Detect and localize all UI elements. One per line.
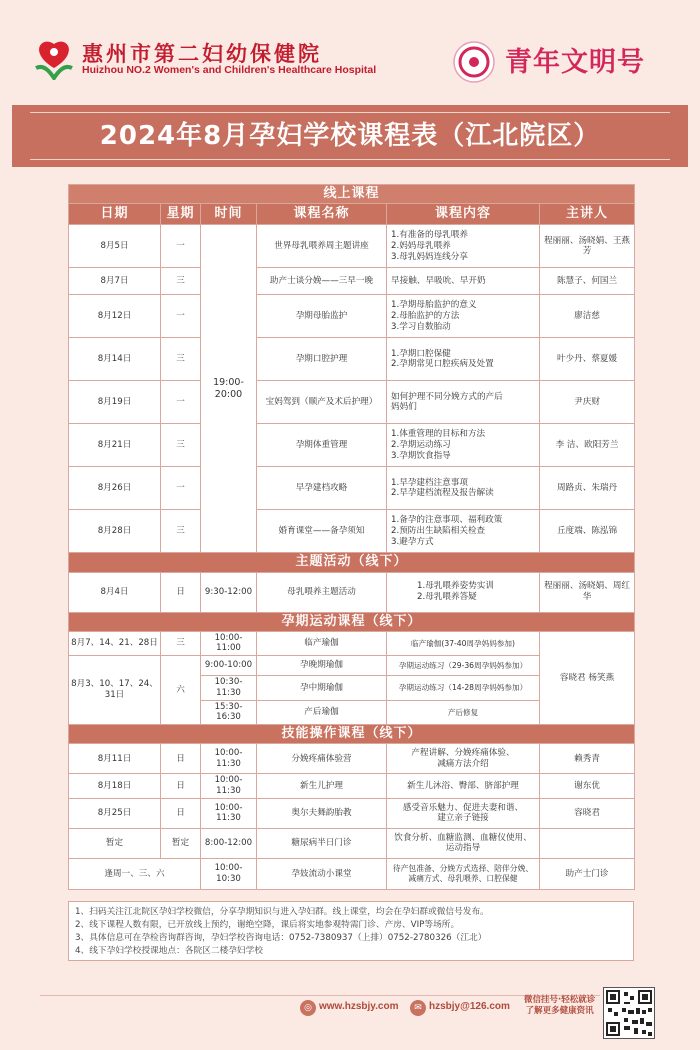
- content-line: 1.有准备的母乳喂养: [391, 230, 468, 241]
- row-date: 8月5日: [69, 225, 161, 268]
- row-course-content: [387, 338, 540, 381]
- table-row: [69, 381, 635, 424]
- row-course-name: 母乳喂养主题活动: [257, 572, 387, 612]
- section-title-theme: 主题活动（线下）: [69, 553, 635, 572]
- row-week: 暂定: [161, 828, 201, 858]
- row-course-content: [387, 381, 540, 424]
- row-date: 8月19日: [69, 381, 161, 424]
- column-header-week: 星期: [161, 204, 201, 225]
- table-row: [69, 572, 635, 612]
- column-header-row: [69, 204, 635, 225]
- section-title-exercise: 孕期运动课程（线下）: [69, 612, 635, 631]
- row-course-name: 世界母乳喂养周主题讲座: [257, 225, 387, 268]
- row-week: 日: [161, 744, 201, 774]
- row-time: 10:30-11:30: [201, 676, 257, 700]
- note-item: 2、线下课程人数有限，已开放线上预约，谢绝空降，课后将实地参观特需门诊、产房、VIP等场所。: [75, 920, 460, 930]
- row-date: 8月26日: [69, 467, 161, 510]
- content-line: 运动指导: [445, 843, 481, 854]
- row-time: 10:00-10:30: [201, 858, 257, 889]
- row-time: 10:00-11:30: [201, 774, 257, 798]
- table-row: [69, 424, 635, 467]
- row-time: 15:30-16:30: [201, 700, 257, 724]
- section-title-online: 线上课程: [69, 185, 635, 204]
- section-skills-row: [69, 725, 635, 744]
- youth-civilization-logo-icon: [452, 40, 496, 84]
- footer: [0, 985, 700, 1050]
- row-week: 三: [161, 268, 201, 295]
- row-course-name: 早孕建档攻略: [257, 467, 387, 510]
- row-course-content: [387, 798, 540, 828]
- row-week: 日: [161, 572, 201, 612]
- hospital-name-en: Huizhou NO.2 Women's and Children's Healthcare Hospital: [82, 64, 377, 76]
- notes-box: [68, 901, 634, 961]
- row-course-name: 临产瑜伽: [257, 631, 387, 655]
- content-line: 2.孕期常见口腔疾病及处置: [391, 359, 494, 370]
- row-speaker: 丘度端、陈泓锦: [540, 510, 635, 553]
- row-course-content: [387, 774, 540, 798]
- row-course-name: 糖尿病半日门诊: [257, 828, 387, 858]
- content-line: 减痛方法介绍: [437, 758, 489, 769]
- mail-icon: ✉: [410, 1000, 426, 1016]
- row-week: 一: [161, 467, 201, 510]
- row-speaker: 程丽丽、汤晓娟、王燕芳: [540, 225, 635, 268]
- table-row: [69, 268, 635, 295]
- table-row: [69, 467, 635, 510]
- row-speaker: 廖洁慈: [540, 295, 635, 338]
- row-course-name: 孕妓流动小课堂: [257, 858, 387, 889]
- online-time: 19:00-20:00: [201, 225, 257, 553]
- section-theme-row: [69, 553, 635, 572]
- content-line: 1.孕期口腔保健: [391, 348, 451, 359]
- content-line: 1.母乳喂养姿势实训: [417, 581, 494, 592]
- row-speaker: 李 洁、欧阳芳兰: [540, 424, 635, 467]
- hospital-logo-icon: [32, 38, 76, 80]
- wechat-slogan: [524, 995, 595, 1017]
- table-row: [69, 744, 635, 774]
- row-course-content: [387, 744, 540, 774]
- column-header-time: 时间: [201, 204, 257, 225]
- row-time: 10:00-11:30: [201, 744, 257, 774]
- content-line: 减痛方式、母乳喂养、口腔保健: [408, 873, 518, 883]
- column-header-course-content: 课程内容: [387, 204, 540, 225]
- content-line: 饮食分析、血糖监测、血糖仪使用、: [394, 832, 532, 843]
- content-line: 2.孕期运动练习: [391, 439, 451, 450]
- row-course-content: 临产瑜伽(37-40周孕妈妈参加): [387, 631, 540, 655]
- row-week: 一: [161, 295, 201, 338]
- row-date: 8月14日: [69, 338, 161, 381]
- row-course-content: [387, 225, 540, 268]
- row-date: 暂定: [69, 828, 161, 858]
- content-line: 建立亲子链接: [437, 813, 489, 824]
- row-week: 三: [161, 510, 201, 553]
- section-online-row: [69, 185, 635, 204]
- row-course-name: 孕中期瑜伽: [257, 676, 387, 700]
- row-course-content: 孕期运动练习（29-36周孕妈妈参加）: [387, 656, 540, 676]
- row-date: 8月7、14、21、28日: [69, 631, 161, 655]
- row-course-content: [387, 424, 540, 467]
- row-course-name: 新生儿护理: [257, 774, 387, 798]
- content-line: 感受音乐魅力、促进夫妻和谐、: [402, 802, 524, 813]
- table-row: [69, 858, 635, 889]
- content-line: 1.体重管理的目标和方法: [391, 429, 486, 440]
- row-date: 8月18日: [69, 774, 161, 798]
- content-line: 待产包准备、分娩方式选择、陪伴分娩、: [392, 864, 534, 874]
- row-week: 三: [161, 338, 201, 381]
- table-row: [69, 338, 635, 381]
- content-line: 2.母胎监护的方法: [391, 310, 460, 321]
- row-date: 8月12日: [69, 295, 161, 338]
- globe-icon: ◎: [300, 1000, 316, 1016]
- row-course-content: 孕期运动练习（14-28周孕妈妈参加）: [387, 676, 540, 700]
- note-item: 4、线下孕妇学校授课地点：各院区二楼孕妇学校: [75, 946, 263, 956]
- row-course-content: [387, 828, 540, 858]
- row-week: 一: [161, 225, 201, 268]
- row-speaker: 周路贞、朱瑞丹: [540, 467, 635, 510]
- column-header-date: 日期: [69, 204, 161, 225]
- row-course-name: 产后瑜伽: [257, 700, 387, 724]
- column-header-speaker: 主讲人: [540, 204, 635, 225]
- table-row: [69, 774, 635, 798]
- content-line: 早接触、早吸吮、早开奶: [391, 275, 486, 286]
- header: [0, 0, 700, 100]
- footer-divider: [40, 995, 600, 996]
- content-line: 妈妈们: [391, 402, 417, 413]
- row-speaker: 程丽丽、汤晓娟、周红华: [540, 572, 635, 612]
- content-line: 3.母乳妈妈连线分享: [391, 251, 468, 262]
- row-date: 8月21日: [69, 424, 161, 467]
- row-time: 9:30-12:00: [201, 572, 257, 612]
- table-row: [69, 295, 635, 338]
- row-speaker: 叶少丹、蔡夏媛: [540, 338, 635, 381]
- row-course-content: [387, 467, 540, 510]
- page-title: 2024年8月孕妇学校课程表（江北院区）: [99, 121, 601, 151]
- table-row: [69, 631, 635, 655]
- schedule-table: [68, 184, 635, 890]
- row-course-content: [387, 295, 540, 338]
- row-date: 逢周一、三、六: [69, 858, 201, 889]
- row-course-content: [387, 268, 540, 295]
- row-date: 8月28日: [69, 510, 161, 553]
- row-course-name: 孕期母胎监护: [257, 295, 387, 338]
- content-line: 2.母乳喂养答疑: [417, 592, 477, 602]
- row-week: 三: [161, 631, 201, 655]
- email-link[interactable]: hzsbjy@126.com: [429, 1001, 510, 1012]
- row-course-name: 助产士谈分娩——三早一晚: [257, 268, 387, 295]
- note-item: 1、扫码关注江北院区孕妇学校微信，分享孕期知识与进入孕妇群。线上课堂，均会在孕妇群或微信号发布。: [75, 907, 489, 917]
- note-item: 3、具体信息可在孕检咨询群咨询，孕妇学校咨询电话：0752-7380937（上排）0752-2780326（江北）: [75, 933, 487, 943]
- column-header-course-name: 课程名称: [257, 204, 387, 225]
- row-speaker: 谢东优: [540, 774, 635, 798]
- content-line: 1.备孕的注意事项、福利政策: [391, 515, 503, 526]
- row-course-name: 孕期口腔护理: [257, 338, 387, 381]
- row-course-name: 宝妈驾到（顺产及术后护理）: [257, 381, 387, 424]
- table-row: [69, 828, 635, 858]
- row-course-name: 分娩疼痛体验营: [257, 744, 387, 774]
- content-line: 3.学习自数胎动: [391, 321, 451, 332]
- content-line: 如何护理不同分娩方式的产后: [391, 391, 503, 402]
- row-speaker: 赖秀青: [540, 744, 635, 774]
- row-week: 一: [161, 381, 201, 424]
- content-line: 1.早孕建档注意事项: [391, 477, 468, 488]
- row-course-name: 奥尔夫舞韵胎教: [257, 798, 387, 828]
- content-line: 产程讲解、分娩疼痛体验、: [411, 748, 515, 759]
- row-speaker: 助产士门诊: [540, 858, 635, 889]
- row-date: 8月25日: [69, 798, 161, 828]
- slogan-line: 微信挂号·轻松就诊: [524, 995, 596, 1005]
- row-week: 三: [161, 424, 201, 467]
- content-line: 2.早孕建档流程及报告解读: [391, 488, 494, 499]
- row-week: 日: [161, 774, 201, 798]
- row-week: 日: [161, 798, 201, 828]
- title-banner: [12, 105, 688, 167]
- slogan-line: 了解更多健康资讯: [525, 1006, 594, 1016]
- youth-civilization-label: 青年文明号: [505, 47, 645, 78]
- row-date: 8月4日: [69, 572, 161, 612]
- row-time: 10:00-11:00: [201, 631, 257, 655]
- table-row: [69, 510, 635, 553]
- row-date: 8月11日: [69, 744, 161, 774]
- row-course-content: [387, 510, 540, 553]
- qr-code-icon[interactable]: [603, 987, 655, 1039]
- content-line: 新生儿沐浴、臀部、脐部护理: [407, 780, 519, 791]
- content-line: 1.孕期母胎监护的意义: [391, 300, 477, 311]
- content-line: 3.孕期饮食指导: [391, 450, 451, 461]
- row-speaker: 容晓君: [540, 798, 635, 828]
- row-course-name: 婚育课堂——备孕须知: [257, 510, 387, 553]
- row-date: 8月7日: [69, 268, 161, 295]
- row-date: 8月3、10、17、24、31日: [69, 656, 161, 725]
- content-line: 2.妈妈母乳喂养: [391, 240, 451, 251]
- row-course-content: [387, 572, 540, 612]
- row-course-content: 产后修复: [387, 700, 540, 724]
- website-link[interactable]: www.hzsbjy.com: [319, 1001, 399, 1012]
- section-exercise-row: [69, 612, 635, 631]
- table-row: [69, 798, 635, 828]
- table-row: [69, 225, 635, 268]
- content-line: 3.避孕方式: [391, 536, 434, 547]
- row-course-name: 孕晚期瑜伽: [257, 656, 387, 676]
- row-course-content: [387, 858, 540, 889]
- row-speaker: [540, 828, 635, 858]
- row-week: 六: [161, 656, 201, 725]
- row-time: 8:00-12:00: [201, 828, 257, 858]
- row-time: 9:00-10:00: [201, 656, 257, 676]
- row-time: 10:00-11:30: [201, 798, 257, 828]
- row-speaker: 尹庆财: [540, 381, 635, 424]
- section-title-skills: 技能操作课程（线下）: [69, 725, 635, 744]
- row-speaker: 陈慧子、何国兰: [540, 268, 635, 295]
- row-course-name: 孕期体重管理: [257, 424, 387, 467]
- content-line: 2.预防出生缺陷相关检查: [391, 525, 486, 536]
- hospital-name-cn: 惠州市第二妇幼保健院: [82, 41, 322, 66]
- exercise-speaker: 容晓君 杨笑燕: [540, 631, 635, 724]
